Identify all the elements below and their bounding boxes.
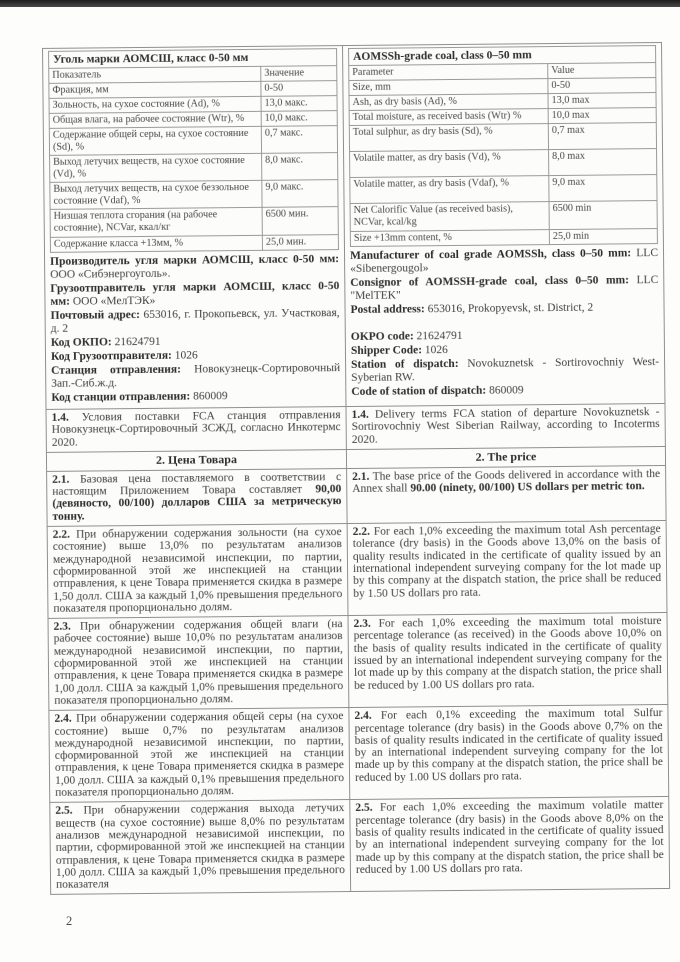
info-label: Производитель угля марки АОМСШ, класс 0-50 мм: xyxy=(50,253,340,268)
clause-number: 2.1. xyxy=(352,470,370,483)
spec-param: Выход летучих веществ, на сухое беззольное состояние (Vdaf), % xyxy=(50,180,262,209)
spec-param: Ash, as dry basis (Ad), % xyxy=(349,94,548,111)
clause-2-5-ru xyxy=(50,800,351,895)
table-row xyxy=(50,180,338,210)
spec-param: Volatile matter, as dry basis (Vdaf), % xyxy=(350,176,549,204)
clause-number: 2.4. xyxy=(354,710,372,723)
info-line xyxy=(50,280,339,309)
clause-price-text: 90.00 (ninety, 00/100) US dollars per metric ton. xyxy=(410,480,645,495)
info-value: Novokuznetsk - Sortirovochniy West-Syberian RW. xyxy=(351,356,660,384)
info-value: 653016, г. Прокопьевск, ул. Участковая, д. 2 xyxy=(50,307,340,335)
clause-text: The base price of the Goods delivered in accordance with the Annex shall xyxy=(352,467,661,496)
info-value: 860009 xyxy=(488,384,524,397)
spec-table-title-ru: Уголь марки АОМСШ, класс 0-50 мм xyxy=(49,49,337,69)
clause-2-5-en xyxy=(350,797,670,892)
clause-price-text: 90,00 (девяносто, 00/100) долларов США за метрическую тонну. xyxy=(52,483,342,523)
clause-number: 2.5. xyxy=(355,802,373,815)
clause-2-4-ru xyxy=(49,708,350,803)
spec-value: 9,0 max xyxy=(549,175,657,202)
info-line xyxy=(50,253,339,282)
spec-value: 8,0 макс. xyxy=(262,153,338,181)
spec-param: Net Calorific Value (as received basis), NCVar, kcal/kg xyxy=(350,202,549,232)
table-row xyxy=(48,613,668,711)
clause-2-2-en xyxy=(347,521,667,616)
info-label: Код ОКПО: xyxy=(50,336,112,349)
table-row xyxy=(49,126,337,156)
spec-param: Size +13mm content, % xyxy=(350,230,549,247)
section-2-header-en: 2. The price xyxy=(346,446,665,468)
info-label: Код Грузоотправителя: xyxy=(50,349,172,363)
info-value: 860009 xyxy=(193,390,228,403)
info-line xyxy=(351,383,659,399)
table-row xyxy=(49,705,669,803)
shipper-info-en xyxy=(350,247,659,399)
clause-text: При обнаружении содержания выхода летучих веществ (на сухое состояние) выше 8,0% по результатам анализов международной независимой инспекции, по партии, сформированной этой же инспекцией на станции отправления, к цене Товара применяется скидка в размере 1,00 долл. США за каждый 1,0% превышения предельного показателя xyxy=(55,802,345,891)
info-label: Postal address: xyxy=(350,303,425,316)
spec-value: 0-50 xyxy=(548,78,656,94)
clause-1-4-en xyxy=(346,403,665,449)
info-value: 1026 xyxy=(174,349,198,362)
spec-value: 25,0 мин. xyxy=(262,235,338,251)
table-row xyxy=(46,403,665,452)
table-row xyxy=(349,123,656,152)
shipper-info-ru xyxy=(50,253,340,405)
spec-value: 0,7 макс. xyxy=(261,126,337,154)
info-label: Код станции отправления: xyxy=(51,390,191,404)
spec-value: 6500 min xyxy=(549,201,657,230)
scan-edge-strip xyxy=(0,0,680,7)
table-row xyxy=(50,207,338,238)
spec-value: 13,0 макс. xyxy=(261,96,337,112)
table-row xyxy=(47,521,667,619)
spec-param: Фракция, мм xyxy=(49,81,261,98)
info-value: ООО «МелТЭК» xyxy=(72,294,156,308)
clause-text: Delivery terms FCA station of departure Novokuznetsk - Sortirovochniy West Siberian Railway, according to Incoterms 2020. xyxy=(351,406,660,446)
info-label: OKPO code: xyxy=(350,330,414,343)
spec-table-title-en: AOMSSh-grade coal, class 0–50 mm xyxy=(349,46,656,66)
contract-two-column-table xyxy=(42,42,670,895)
info-label: Consignor of AOMSSH-grade coal, class 0–50 mm: xyxy=(350,274,630,289)
table-row xyxy=(47,465,667,526)
clause-number: 1.4. xyxy=(51,411,69,424)
info-label: Почтовый адрес: xyxy=(50,309,140,322)
info-value: 653016, Prokopyevsk, st. District, 2 xyxy=(427,301,594,316)
info-value: 21624791 xyxy=(114,335,161,349)
clause-number: 2.2. xyxy=(352,525,370,539)
clause-2-4-en xyxy=(349,705,669,800)
table-row xyxy=(43,42,665,409)
coal-spec-table-ru xyxy=(48,48,339,253)
clause-number: 2.3. xyxy=(353,617,371,631)
spec-value: 0,7 max xyxy=(548,123,656,150)
clause-2-1-en xyxy=(347,465,667,523)
spec-param: Size, mm xyxy=(349,79,548,96)
table-row xyxy=(350,149,657,178)
spec-param: Содержание общей серы, на сухое состояние (Sd), % xyxy=(49,126,261,155)
info-line xyxy=(51,348,340,364)
spec-value: 13,0 max xyxy=(548,93,656,109)
info-value: ООО «Сибэнергоуголь». xyxy=(50,267,171,281)
clause-text: При обнаружении содержания общей серы (на сухое состояние) выше 0,7% по результатам анализов международной независимой инспекции, по партии, сформированной этой же инспекцией на станции отправления, к цене Товара применяется скидка в размере 1,00 долл. США за каждый 0,1% превышения предельного показателя пропорционально долям. xyxy=(54,710,345,799)
table-row xyxy=(50,153,338,183)
clause-number: 2.4. xyxy=(54,712,72,726)
clause-2-1-ru xyxy=(47,468,348,526)
table-row xyxy=(350,201,657,232)
spec-info-cell-ru xyxy=(43,46,346,410)
clause-number: 2.2. xyxy=(52,528,71,541)
info-label: Грузоотправитель угля марки АОМСШ, класс 0-50 мм: xyxy=(50,280,340,308)
info-label: Station of dispatch: xyxy=(351,357,459,371)
info-line xyxy=(350,274,658,303)
clause-text: For each 1,0% exceeding the maximum total moisture percentage tolerance (as received) in the Goods above 10,0% on the basis of quality results indicated in the certificate of quality issued by an international independent surveying company for the lot made up by this company at the dispatch station, the price shall be reduced by 1.00 US dollars pro rata. xyxy=(353,615,663,692)
info-line xyxy=(51,334,340,350)
table-row xyxy=(50,235,338,253)
clause-number: 2.3. xyxy=(53,620,71,634)
clause-number: 2.1. xyxy=(52,473,70,486)
clause-number: 1.4. xyxy=(351,408,369,421)
coal-spec-table-en xyxy=(348,45,658,247)
clause-text: Базовая цена поставляемого в соответствии с настоящим Приложением Товара составляет xyxy=(52,470,342,499)
section-2-header-ru: 2. Цена Товара xyxy=(46,449,346,471)
clause-2-3-ru xyxy=(48,616,349,711)
spec-col-header-param: Показатель xyxy=(49,66,261,83)
info-line xyxy=(351,301,659,317)
info-line xyxy=(351,356,659,385)
spec-col-header-value: Значение xyxy=(261,66,337,82)
info-value: LLC "MelTEK" xyxy=(350,274,659,302)
spec-param: Содержание класса +13мм, % xyxy=(50,235,262,252)
info-value: Новокузнецк-Сортировочный Зап.-Сиб.ж.д. xyxy=(51,362,341,390)
clause-2-2-ru xyxy=(47,524,348,619)
info-label: Shipper Code: xyxy=(350,344,423,357)
clause-text: For each 1,0% exceeding the maximum total Ash percentage tolerance (dry basis) in the Goods above 13,0% on the basis of quality results indicated in the certificate of quality issued by an international independent surveying company for the lot made up by this company at the dispatch station, the price shall be reduced by 1.50 US dollars pro rata. xyxy=(352,523,662,600)
clause-number: 2.5. xyxy=(55,804,73,818)
info-value: 1026 xyxy=(424,344,448,357)
info-label: Станция отправления: xyxy=(51,363,182,377)
spec-param: Выход летучих веществ, на сухое состояние (Vd), % xyxy=(50,153,262,182)
spec-col-header-value: Value xyxy=(548,63,656,79)
clause-text: При обнаружении содержания общей влаги (на рабочее состояние) выше 10,0% по результатам анализов международной независимой инспекции, по партии, сформированной этой же инспекцией на станции отправления, к цене Товара применяется скидка в размере 1,00 долл. США за каждый 1,0% превышения предельного показателя пропорционально долям. xyxy=(53,618,344,707)
spec-param: Volatile matter, as dry basis (Vd), % xyxy=(350,150,549,178)
info-line xyxy=(51,307,340,336)
info-label: Manufacturer of coal grade AOMSSh, class 0–50 mm: xyxy=(349,247,632,262)
clause-text: При обнаружении содержания зольности (на сухое состояние) выше 13,0% по результатам анализов международной независимой инспекции, по партии, сформированной этой же инспекцией на станции отправления, к цене Товара применяется скидка в размере 1,50 долл. США за каждый 1,0% превышения предельного показателя пропорционально долям. xyxy=(52,526,343,615)
clause-2-3-en xyxy=(348,613,668,708)
clause-1-4-ru xyxy=(46,407,346,453)
contract-page xyxy=(42,42,669,895)
spec-param: Зольность, на сухое состояние (Ad), % xyxy=(49,96,261,113)
info-line xyxy=(51,389,340,405)
spec-value: 6500 мин. xyxy=(262,207,338,236)
clause-text: Условия поставки FCA станция отправления Новокузнецк-Сортировочный ЗСЖД, согласно Инкотермс 2020. xyxy=(51,409,341,449)
spec-param: Низшая теплота сгорания (на рабочее состояние), NCVar, ккал/кг xyxy=(50,207,262,237)
spec-param: Общая влага, на рабочее состояние (Wtr), % xyxy=(49,111,261,128)
clause-text: For each 1,0% exceeding the maximum volatile matter percentage tolerance (dry basis) in the Goods above 8,0% on the basis of quality results indicated in the certificate of quality issued by an international independent surveying company for the lot made up by this company at the dispatch station, the price shall be reduced by 1.00 US dollars pro rata. xyxy=(355,799,664,876)
table-row xyxy=(50,797,670,895)
spec-value: 10,0 max xyxy=(548,108,656,124)
info-line xyxy=(350,247,658,276)
spec-param: Total moisture, as received basis (Wtr) % xyxy=(349,109,548,126)
spec-param: Total sulphur, as dry basis (Sd), % xyxy=(349,124,548,152)
spec-value: 25,0 min xyxy=(549,229,657,245)
clause-text: For each 0,1% exceeding the maximum total Sulfur percentage tolerance (dry basis) in the Goods above 0,7% on the basis of quality results indicated in the certificate of quality issued by an international independent surveying company for the lot made up by this company at the dispatch station, the price shall be reduced by 1.00 US dollars pro rata. xyxy=(354,707,663,784)
page-number: 2 xyxy=(66,914,73,928)
table-row xyxy=(350,229,657,247)
spec-value: 9,0 макс. xyxy=(262,180,338,208)
info-value: LLC «Sibenergougol» xyxy=(350,247,659,275)
info-value: 21624791 xyxy=(416,329,463,343)
spec-value: 0-50 xyxy=(261,81,337,97)
info-line xyxy=(51,362,340,391)
spec-value: 10,0 макс. xyxy=(261,111,337,127)
info-label: Code of station of dispatch: xyxy=(351,384,487,398)
spec-info-cell-en xyxy=(343,42,665,406)
spec-value: 8,0 max xyxy=(549,149,657,176)
spec-col-header-param: Parameter xyxy=(349,64,548,81)
table-row xyxy=(350,175,657,204)
